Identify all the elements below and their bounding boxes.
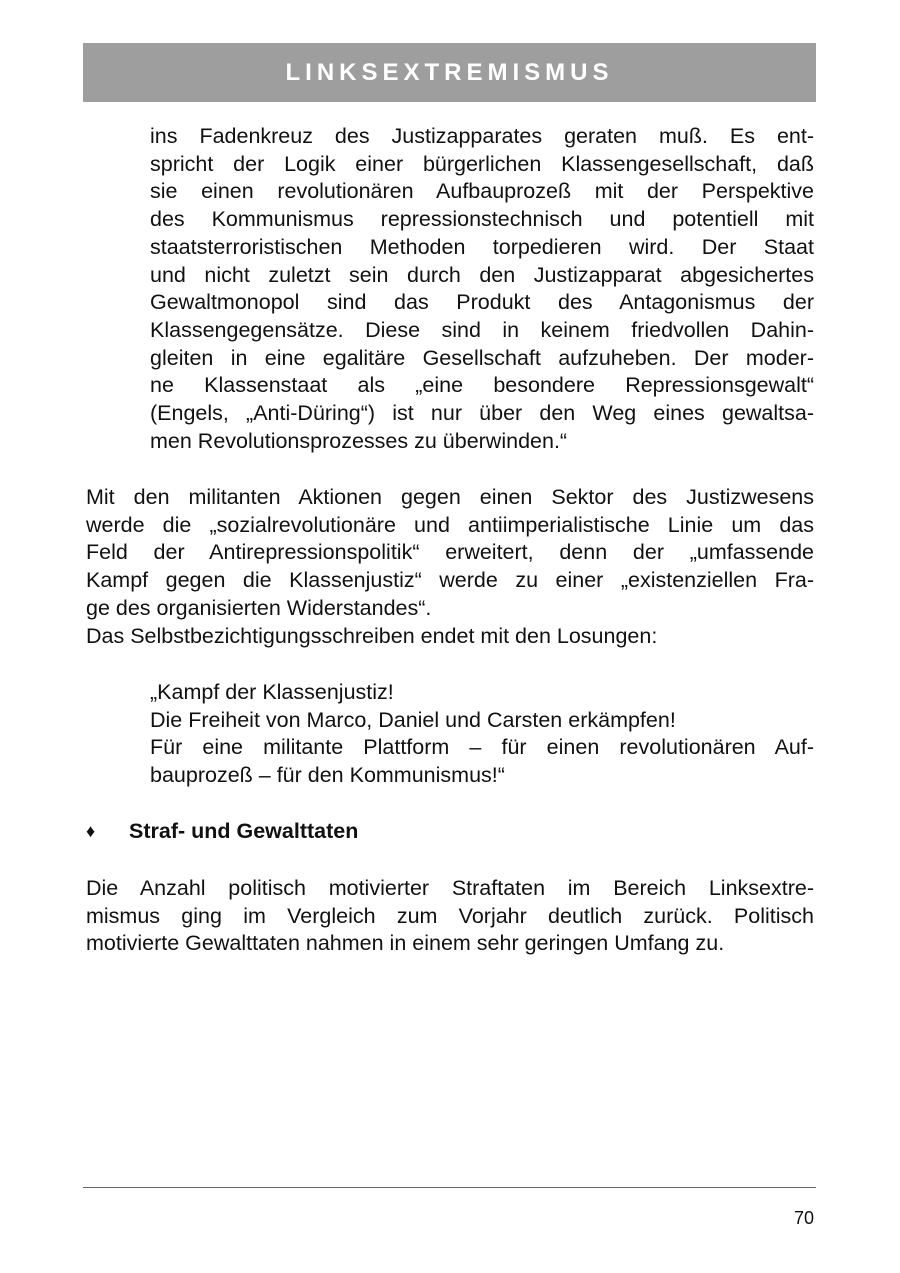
text-line: staatsterroristischen Methoden torpedieren wird. Der Staat xyxy=(150,234,814,259)
block-quote-1 xyxy=(150,123,814,455)
text-line: men Revolutionsprozesses zu überwinden.“ xyxy=(150,428,568,453)
text-line: spricht der Logik einer bürgerlichen Klassengesellschaft, daß xyxy=(150,151,814,176)
text-line: Das Selbstbezichtigungsschreiben endet mit den Losungen: xyxy=(86,623,658,648)
text-line: „Kampf der Klassenjustiz! xyxy=(150,680,394,704)
diamond-bullet-icon: ♦ xyxy=(86,821,96,841)
text-line: ins Fadenkreuz des Justizapparates geraten muß. Es ent- xyxy=(150,124,814,148)
text-line: Kampf gegen die Klassenjustiz“ werde zu einer „existenziellen Fra- xyxy=(86,568,814,593)
page-header xyxy=(83,43,816,102)
text-line: Die Anzahl politisch motivierter Straftaten im Bereich Linksextre- xyxy=(86,876,814,900)
block-quote-2 xyxy=(150,679,814,790)
footer-divider xyxy=(83,1187,816,1188)
text-line: des Kommunismus repressionstechnisch und potentiell mit xyxy=(150,207,814,232)
text-line: und nicht zuletzt sein durch den Justizapparat abgesichertes xyxy=(150,262,814,287)
body-paragraph-1 xyxy=(86,484,814,650)
text-line: Mit den militanten Aktionen gegen einen Sektor des Justizwesens xyxy=(86,485,814,509)
text-line: Klassengegensätze. Diese sind in keinem friedvollen Dahin- xyxy=(150,317,814,342)
section-heading-text: Straf- und Gewalttaten xyxy=(129,819,359,843)
text-line: Die Freiheit von Marco, Daniel und Carsten erkämpfen! xyxy=(150,707,676,732)
text-line: werde die „sozialrevolutionäre und antiimperialistische Linie um das xyxy=(86,512,814,537)
section-heading xyxy=(86,819,358,844)
text-line: Gewaltmonopol sind das Produkt des Antagonismus der xyxy=(150,290,814,315)
page-number: 70 xyxy=(793,1208,814,1228)
text-line: Für eine militante Plattform – für einen revolutionären Auf- xyxy=(150,735,814,760)
text-line: gleiten in eine egalitäre Gesellschaft aufzuheben. Der moder- xyxy=(150,345,814,370)
text-line: (Engels, „Anti-Düring“) ist nur über den Weg eines gewaltsa- xyxy=(150,401,814,426)
text-line: Feld der Antirepressionspolitik“ erweitert, denn der „umfassende xyxy=(86,540,814,565)
header-title: LINKSEXTREMISMUS xyxy=(285,58,614,86)
body-paragraph-2 xyxy=(86,875,814,958)
text-line: motivierte Gewalttaten nahmen in einem sehr geringen Umfang zu. xyxy=(86,931,725,956)
text-line: sie einen revolutionären Aufbauprozeß mit der Perspektive xyxy=(150,179,814,204)
text-line: mismus ging im Vergleich zum Vorjahr deutlich zurück. Politisch xyxy=(86,903,814,928)
text-line: ge des organisierten Widerstandes“. xyxy=(86,595,432,620)
text-line: bauprozeß – für den Kommunismus!“ xyxy=(150,763,505,788)
text-line: ne Klassenstaat als „eine besondere Repressionsgewalt“ xyxy=(150,373,814,398)
